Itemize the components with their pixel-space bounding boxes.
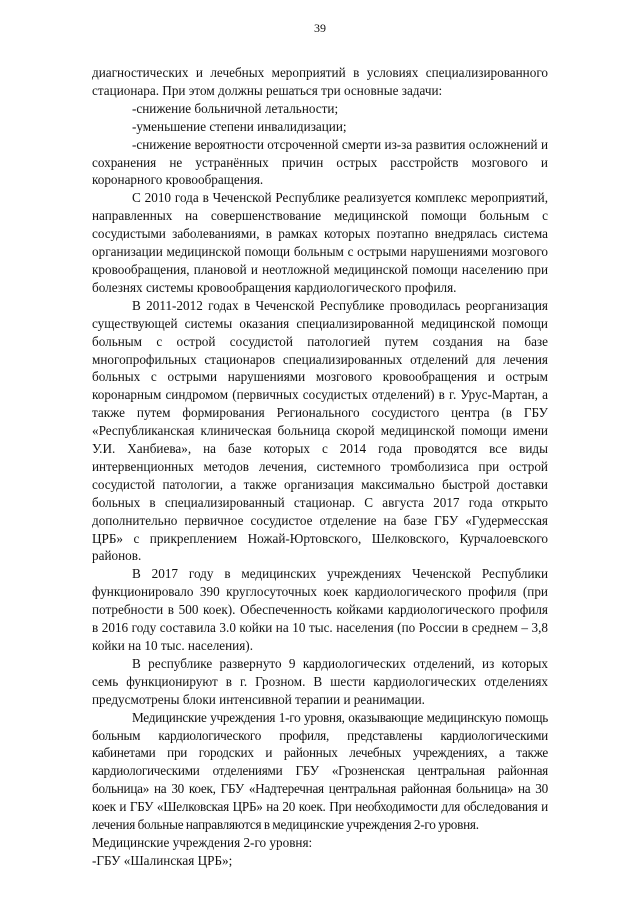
document-body — [92, 64, 548, 870]
paragraph-continuation: диагностических и лечебных мероприятий в условиях специализированного стационара. При этом должны решаться три основные задачи: — [92, 65, 548, 98]
paragraph-level-2-heading: Медицинские учреждения 2-го уровня: — [92, 834, 313, 850]
paragraph-cardiology-departments: В республике развернуто 9 кардиологических отделений, из которых семь функционируют в г. Грозном. В шести кардиологических отделениях предусмотрены блоки интенсивной терапии и реанимации. — [92, 655, 548, 707]
list-item-shali-hospital: -ГБУ «Шалинская ЦРБ»; — [92, 852, 233, 868]
list-item-mortality: -снижение больничной летальности; — [132, 100, 339, 116]
paragraph-reorganization: В 2011-2012 годах в Чеченской Республике проводилась реорганизация существующей системы оказания специализированной медицинской помощи больным с острой сосудистой патологией путем создания на базе многопрофильных стационаров специализированных отделений для лечения больных с острыми нарушениями мозгового кровообращения и острым коронарным синдромом (первичных сосудистых отделений) в г. Урус-Мартан, а также путем формирования Регионального сосудистого центра (в ГБУ «Республиканская клиническая больница скорой медицинской помощи имени У.И. Ханбиева», на базе которых с 2014 года проводятся все виды интервенционных методов лечения, системного тромболизиса при острой сосудистой патологии, а также организация максимально быстрой доставки больных в специализированный стационар. С августа 2017 года открыто дополнительно первичное сосудистое отделение на базе ГБУ «Гудермесская ЦРБ» с прикреплением Ножай-Юртовского, Шелковского, Курчалоевского районов. — [92, 297, 548, 564]
list-item-disability: -уменьшение степени инвалидизации; — [132, 118, 347, 134]
paragraph-2010-program: С 2010 года в Чеченской Республике реализуется комплекс мероприятий, направленных на совершенствование медицинской помощи больным с сосудистыми заболеваниями, в рамках которых поэтапно внедрялась система организации медицинской помощи больным с острыми нарушениями мозгового кровообращения, плановой и неотложной медицинской помощи населению при болезнях системы кровообращения кардиологического профиля. — [92, 190, 548, 295]
page-number: 39 — [314, 21, 326, 35]
paragraph-level-1: Медицинские учреждения 1-го уровня, оказывающие медицинскую помощь больным кардиологического профиля, представлены кардиологическими кабинетами при городских и районных лечебных учреждениях, а также кардиологическими отделениями ГБУ «Грозненская центральная районная больница» на 30 коек, ГБУ «Надтеречная центральная районная больница» на 30 коек и ГБУ «Шелковская ЦРБ» на 20 коек. При необходимости для обследования и лечения больные направляются в медицинские учреждения 2-го уровня. — [92, 709, 548, 833]
paragraph-2017-beds: В 2017 году в медицинских учреждениях Чеченской Республики функционировало 390 круглосуточных коек кардиологического профиля (при потребности в 500 коек). Обеспеченность койками кардиологического профиля в 2016 году составила 3.0 койки на 10 тыс. населения (по России в среднем – 3,8 койки на 10 тыс. населения). — [92, 566, 548, 653]
list-item-delayed-death: -снижение вероятности отсроченной смерти из-за развития осложнений и сохранения не устранённых причин острых расстройств мозгового и коронарного кровообращения. — [92, 136, 548, 188]
